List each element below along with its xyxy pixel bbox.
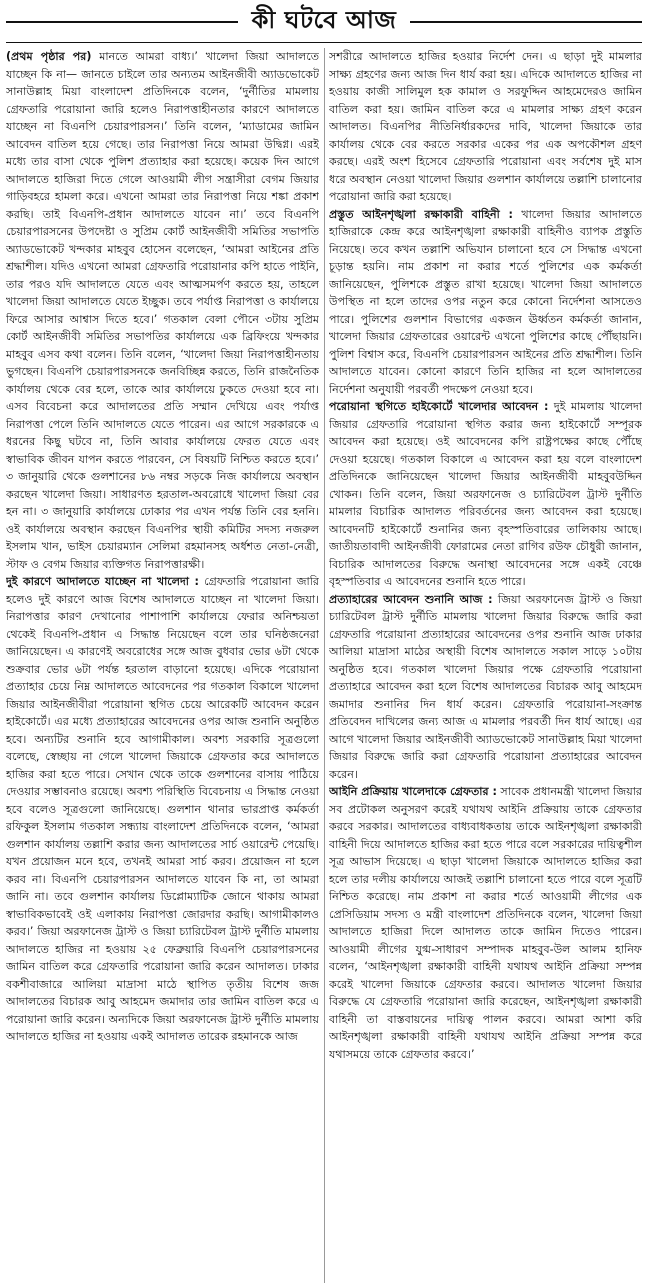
article-paragraph bbox=[6, 573, 319, 1046]
paragraph-text: খালেদা জিয়ার আদালতে হাজিরাকে কেন্দ্র করে আইনশৃঙ্খলা রক্ষাকারী বাহিনীও ব্যাপক প্রস্তুতি নিয়েছে। তবে কখন তল্লাশি অভিযান চালানো হবে সে সিদ্ধান্ত এখনো চূড়ান্ত হয়নি। নাম প্রকাশ না করার শর্তে পুলিশের এক কর্মকর্তা জানিয়েছেন, পুলিশকে প্রস্তুত রাখা হয়েছে। খালেদা জিয়া আদালতে উপস্থিত না হলে তাদের ওপর নতুন করে কোনো নির্দেশনা আসতেও পারে। পুলিশের গুলশান বিভাগের একজন ঊর্ধ্বতন কর্মকর্তা জানান, খালেদা জিয়ার গ্রেফতারের ওয়ারেন্ট এখনো পুলিশের কাছে পৌঁছায়নি। পুলিশ বিশ্বাস করে, বিএনপি চেয়ারপারসন আইনের প্রতি শ্রদ্ধাশীল। তিনি আদালতে যাবেন। কোনো কারণে তিনি হাজির না হলে আদালতের নির্দেশনা অনুযায়ী পরবর্তী পদক্ষেপ নেওয়া হবে। bbox=[329, 207, 642, 396]
paragraph-text: দুই মামলায় খালেদা জিয়ার গ্রেফতারি পরোয়ানা স্থগিত করার জন্য হাইকোর্টে সম্পূরক আবেদন করা হয়েছে। ওই আবেদনের কপি রাষ্ট্রপক্ষের কাছে পৌঁছে দেওয়া হয়েছে। গতকাল বিকালে এ আবেদন করা হয় বলে বাংলাদেশ প্রতিদিনকে জানিয়েছেন খালেদা জিয়ার আইনজীবী মাহবুবউদ্দিন খোকন। তিনি বলেন, জিয়া অরফানেজ ও চ্যারিটেবল ট্রাস্ট দুর্নীতি মামলার বিচারিক আদালত পরিবর্তনের জন্য আবেদন করা হয়েছে। আবেদনটি হাইকোর্টে শুনানির জন্য বৃহস্পতিবারের তালিকায় আছে। জাতীয়তাবাদী আইনজীবী ফোরামের নেতা রাগিব রউফ চৌধুরী জানান, বিচারিক আদালতের বিরুদ্ধে অনাস্থা আবেদনের সঙ্গে একই বেঞ্চে বৃহস্পতিবার এ আবেদনের শুনানি হতে পারে। bbox=[329, 400, 642, 588]
subheading: আইনি প্রক্রিয়ায় খালেদাকে গ্রেফতার : bbox=[329, 785, 497, 798]
article-paragraph bbox=[329, 48, 642, 206]
paragraph-text: গ্রেফতারি পরোয়ানা জারি হলেও দুই কারণে আজ বিশেষ আদালতে যাচ্ছেন না খালেদা জিয়া। নিরাপত্তার কারণ দেখানোর পাশাপাশি কার্যালয়ে ফেরার অনিশ্চয়তা থেকেই বিএনপি-প্রধান এ সিদ্ধান্ত নিয়েছেন বলে তার ঘনিষ্ঠজনেরা জানিয়েছেন। এ কারণেই অবরোধের সঙ্গে আজ বুধবার ভোর ৬টা থেকে শুক্রবার ভোর ৬টা পর্যন্ত হরতাল বাড়ানো হয়েছে। এদিকে পরোয়ানা প্রত্যাহার চেয়ে নিম্ন আদালতে আবেদনের পর গতকাল বিকালে খালেদা জিয়ার আইনজীবীরা পরোয়ানা স্থগিত চেয়ে আরেকটি আবেদন করেন হাইকোর্টে। এর মধ্যে প্রত্যাহারের আবেদনের ওপর আজ শুনানি অনুষ্ঠিত হবে। অন্যটির শুনানি হবে আগামীকাল। অবশ্য সরকারি সূত্রগুলো বলেছে, স্বেচ্ছায় না গেলে খালেদা জিয়াকে গ্রেফতার করে আদালতে হাজির করা হতে পারে। সেখান থেকে তাকে গুলশানের বাসায় পাঠিয়ে দেওয়ার সম্ভাবনাও রয়েছে। অবশ্য পরিস্থিতি বিবেচনায় এ সিদ্ধান্ত নেওয়া হবে বলেও সূত্রগুলো জানিয়েছে। গুলশান থানার ভারপ্রাপ্ত কর্মকর্তা রফিকুল ইসলাম গতকাল সন্ধ্যায় বাংলাদেশ প্রতিদিনকে বলেন, ‘আমরা গুলশান কার্যালয় তল্লাশি করার জন্য আদালতের সার্চ ওয়ারেন্ট পেয়েছি। যখন প্রয়োজন মনে হবে, তখনই আমরা সার্চ করব। প্রয়োজন না হলে করব না। বিএনপি চেয়ারপারসন আদালতে যাবেন কি না, তা আমরা জানি না। তবে গুলশান কার্যালয় ডিপ্লোম্যাটিক জোনে থাকায় আমরা স্বাভাবিকভাবেই ওই এলাকায় নিরাপত্তা জোরদার করছি। আগামীকালও করব।’ জিয়া অরফানেজ ট্রাস্ট ও জিয়া চ্যারিটেবল ট্রাস্ট দুর্নীতি মামলায় আদালতে হাজির না হওয়ায় ২৫ ফেব্রুয়ারি বিএনপি চেয়ারপারসনের জামিন বাতিল করে গ্রেফতারি পরোয়ানা জারি করেন আদালত। ঢাকার বকশীবাজারে আলিয়া মাদ্রাসা মাঠে স্থাপিত তৃতীয় বিশেষ জজ আদালতের বিচারক আবু আহমেদ জমাদার তার জামিন বাতিল করে এ পরোয়ানা জারি করেন। অন্যদিকে জিয়া অরফানেজ ট্রাস্ট দুর্নীতি মামলায় আদালতে হাজির না হওয়ায় একই আদালত তারেক রহমানকে আজ bbox=[6, 575, 319, 1043]
paragraph-text: সাবেক প্রধানমন্ত্রী খালেদা জিয়ার সব প্রটোকল অনুসরণ করেই যথাযথ আইনি প্রক্রিয়ায় তাকে গ্রেফতার করবে সরকার। আদালতের বাধ্যবাধকতায় তাকে আইনশৃঙ্খলা রক্ষাকারী বাহিনী দিয়ে আদালতে হাজির করা হতে পারে বলে সরকারের দায়িত্বশীল সূত্র আভাস দিয়েছে। এ ছাড়া খালেদা জিয়াকে আদালতে হাজির করা হলে তার দলীয় কার্যালয়ে আজই তল্লাশি চালানো হতে পারে বলে সূত্রটি নিশ্চিত করেছে। নাম প্রকাশ না করার শর্তে আওয়ামী লীগের এক প্রেসিডিয়াম সদস্য ও মন্ত্রী বাংলাদেশ প্রতিদিনকে বলেন, খালেদা জিয়া আদালতে হাজিরা দিলে আদালত তাকে জামিন দিতেও পারেন। আওয়ামী লীগের যুগ্ম-সাধারণ সম্পাদক মাহবুব-উল আলম হানিফ বলেন, ‘আইনশৃঙ্খলা রক্ষাকারী বাহিনী যথাযথ আইনি প্রক্রিয়া সম্পন্ন করেই খালেদা জিয়াকে গ্রেফতার করবে। আদালত খালেদা জিয়ার বিরুদ্ধে যে গ্রেফতারি পরোয়ানা জারি করেছেন, আইনশৃঙ্খলা রক্ষাকারী বাহিনী তা বাস্তবায়নের দায়িত্ব পালন করবে। আমরা আশা করি আইনশৃঙ্খলা রক্ষাকারী বাহিনী যথাযথ আইনি প্রক্রিয়া সম্পন্ন করে যথাসময়ে তাকে গ্রেফতার করবে।’ bbox=[329, 785, 642, 1061]
subheading: প্রস্তুত আইনশৃঙ্খলা রক্ষাকারী বাহিনী : bbox=[329, 207, 513, 221]
paragraph-text: জিয়া অরফানেজ ট্রাস্ট ও জিয়া চ্যারিটেবল ট্রাস্ট দুর্নীতি মামলায় খালেদা জিয়ার বিরুদ্ধে জারি করা গ্রেফতারি পরোয়ানা প্রত্যাহারের আবেদনের ওপর শুনানি আজ ঢাকার আলিয়া মাদ্রাসা মাঠের অস্থায়ী বিশেষ আদালতে সকাল সাড়ে ১০টায় অনুষ্ঠিত হবে। গতকাল খালেদা জিয়ার পক্ষে গ্রেফতারি পরোয়ানা প্রত্যাহারে আবেদন করা হলে বিশেষ আদালতের বিচারক আবু আহমেদ জমাদার শুনানির দিন ধার্য করেন। গ্রেফতারি পরোয়ানা-সংক্রান্ত প্রতিবেদন দাখিলের জন্য আজ এ মামলার পরবর্তী দিন ধার্য আছে। এর আগে খালেদা জিয়ার আইনজীবী অ্যাডভোকেট সানাউল্লাহ মিয়া খালেদা জিয়ার বিরুদ্ধে জারি করা গ্রেফতারি পরোয়ানা প্রত্যাহারের আবেদন করেন। bbox=[329, 592, 642, 781]
article-paragraph bbox=[329, 591, 642, 784]
continued-from-label: (প্রথম পৃষ্ঠার পর) bbox=[6, 50, 92, 63]
article-paragraph bbox=[329, 783, 642, 1063]
column-divider bbox=[324, 48, 325, 1283]
subheading: পরোয়ানা স্থগিতে হাইকোর্টে খালেদার আবেদন : bbox=[329, 400, 549, 413]
paragraph-text: সশরীরে আদালতে হাজির হওয়ার নির্দেশ দেন। এ ছাড়া দুই মামলার সাক্ষ্য গ্রহণের জন্য আজ দিন ধার্য করা হয়। এদিকে আদালতে হাজির না হওয়ায় কাজী সালিমুল হক কামাল ও সরফুদ্দিন আহমেদেরও জামিন বাতিল করা হয়। জামিন বাতিল করে এ মামলার সাক্ষ্য গ্রহণ করেন আদালত। বিএনপির নীতিনির্ধারকদের দাবি, খালেদা জিয়াকে তার কার্যালয় থেকে বের করতে সরকার একের পর এক অপকৌশল গ্রহণ করছে। এরই অংশ হিসেবে গ্রেফতারি পরোয়ানা এবং সর্বশেষ দুই মাস ধরে অবস্থান নেওয়া খালেদা জিয়ার গুলশান কার্যালয়ে তল্লাশি চালানোর পরোয়ানা জারি করা হয়েছে। bbox=[329, 50, 642, 203]
section-title: কী ঘটবে আজ bbox=[238, 2, 411, 42]
header-underline bbox=[6, 42, 642, 43]
paragraph-text: মানতে আমরা বাধ্য।’ খালেদা জিয়া আদালতে যাচ্ছেন কি না— জানতে চাইলে তার অন্যতম আইনজীবী অ্যাডভোকেট সানাউল্লাহ মিয়া বাংলাদেশ প্রতিদিনকে বলেন, ‘দুর্নীতির মামলায় গ্রেফতারি পরোয়ানা জারি হলেও নিরাপত্তাহীনতার কারণে আদালতে যাচ্ছেন না বিএনপি চেয়ারপারসন।’ তিনি বলেন, ‘ম্যাডামের জামিন আবেদন বাতিল হয়ে গেছে। তার নিরাপত্তা নিয়ে আমরা উদ্বিগ্ন। এরই মধ্যে তার বাসা থেকে পুলিশ প্রত্যাহার করা হয়েছে। কয়েক দিন আগে আদালতে হাজিরা দিতে গেলে আওয়ামী লীগ সন্ত্রাসীরা বেগম জিয়ার গাড়িবহরে হামলা করে। এখনো আমরা তার নিরাপত্তা নিয়ে শঙ্কা প্রকাশ করছি। তাই বিএনপি-প্রধান আদালতে যাবেন না।’ তবে বিএনপি চেয়ারপারসনের উপদেষ্টা ও সুপ্রিম কোর্ট আইনজীবী সমিতির সভাপতি অ্যাডভোকেট খন্দকার মাহবুব হোসেন বলেছেন, ‘আমরা আইনের প্রতি শ্রদ্ধাশীল। যদিও এখনো আমরা গ্রেফতারি পরোয়ানার কপি হাতে পাইনি, তার পরও যদি আদালতে যেতে এবং আত্মসমর্পণ করতে হয়, তাহলে খালেদা জিয়া আদালতে যেতে ইচ্ছুক। তবে পর্যাপ্ত নিরাপত্তা ও কার্যালয়ে ফিরে আসার আশ্বাস দিতে হবে।’ গতকাল বেলা পৌনে ৩টায় সুপ্রিম কোর্ট আইনজীবী সমিতির সভাপতির কার্যালয়ে এক ব্রিফিংয়ে খন্দকার মাহবুব এসব কথা বলেন। তিনি বলেন, ‘খালেদা জিয়া নিরাপত্তাহীনতায় ভুগছেন। বিএনপি চেয়ারপারসনকে জনবিচ্ছিন্ন করতে, তিনি রাজনৈতিক কার্যালয় থেকে বের হলে, তাকে আর কার্যালয়ে ঢুকতে দেওয়া হবে না। এসব বিবেচনা করে আদালতের প্রতি সম্মান দেখিয়ে এবং পর্যাপ্ত নিরাপত্তা পেলে তিনি আদালতে যেতে পারেন। এর আগে সরকারকে এ ধরনের কিছু ঘটবে না, তিনি আবার কার্যালয়ে ফেরত যেতে এবং স্বাভাবিক জীবন যাপন করতে পারবেন, সে বিষয়টি নিশ্চিত করতে হবে।’ ৩ জানুয়ারি থেকে গুলশানের ৮৬ নম্বর সড়কে নিজ কার্যালয়ে অবস্থান করছেন খালেদা জিয়া। সাধারণত হরতাল-অবরোধে খালেদা জিয়া বের হন না। ৩ জানুয়ারি কার্যালয়ে ঢোকার পর এখন পর্যন্ত তিনি বের হননি। ওই কার্যালয়ে অবস্থান করছেন বিএনপির স্থায়ী কমিটির সদস্য নজরুল ইসলাম খান, ভাইস চেয়ারম্যান সেলিমা রহমানসহ অর্ধশত নেতা-নেত্রী, স্টাফ ও বেগম জিয়ার ব্যক্তিগত নিরাপত্তারক্ষী। bbox=[6, 50, 319, 571]
subheading: প্রত্যাহারের আবেদন শুনানি আজ : bbox=[329, 592, 493, 606]
subheading: দুই কারণে আদালতে যাচ্ছেন না খালেদা : bbox=[6, 575, 199, 588]
article-paragraph bbox=[6, 48, 319, 573]
article-column-right bbox=[329, 48, 642, 1283]
article-paragraph bbox=[329, 398, 642, 591]
article-paragraph bbox=[329, 206, 642, 399]
section-header bbox=[0, 0, 648, 44]
article-column-left bbox=[6, 48, 319, 1283]
